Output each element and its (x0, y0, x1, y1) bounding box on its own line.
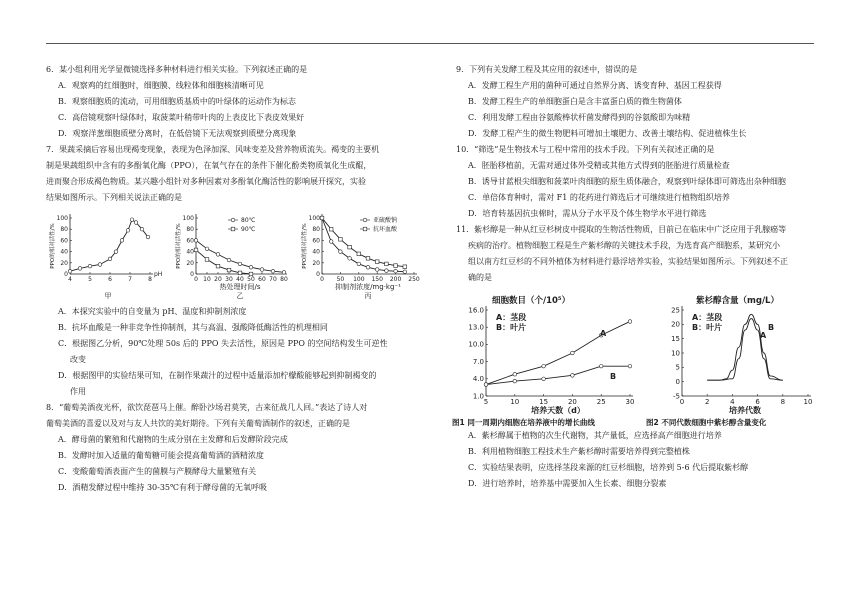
x-tick-label: 8 (780, 398, 786, 406)
legend-label: B：叶片 (496, 323, 527, 332)
series-label: B (768, 323, 775, 332)
legend-label: A：茎段 (692, 313, 723, 322)
data-point (120, 239, 124, 243)
series-line-2 (196, 250, 251, 274)
data-point (249, 272, 253, 276)
question-11-option-d: D．进行培养时，培养基中需要加入生长素、细胞分裂素 (468, 479, 667, 488)
x-tick-label: 10 (203, 276, 211, 283)
data-point (484, 383, 488, 387)
data-point (542, 377, 546, 381)
question-10-option-a: A．胚胎移植前，无需对通过体外受精或其他方式得到的胚胎进行质量检查 (468, 161, 730, 170)
question-6-option-d: D．观察洋葱细胞质壁分离时，在低倍镜下无法观察到质壁分离现象 (58, 129, 297, 138)
question-6-option-c: C．高倍镜观察叶绿体时，取菠菜叶稍带叶肉的上表皮比下表皮效果好 (58, 113, 305, 122)
chart-inhibitor-ppo (298, 208, 426, 300)
y-tick-label: 20 (671, 320, 680, 329)
question-7-option-a: A．本探究实验中的自变量为 pH、温度和抑制剂浓度 (58, 307, 247, 316)
y-tick-label: 0 (64, 271, 68, 278)
data-point (108, 257, 112, 261)
data-point (599, 364, 603, 368)
x-tick-label: 5 (483, 398, 489, 406)
legend-marker (363, 218, 367, 222)
legend-marker (231, 227, 235, 231)
y-tick-label: 100 (182, 215, 194, 222)
question-7-stem-line: 进而聚合形成褐色物质。某兴趣小组针对多种因素对多酚氧化酶活性的影响展开探究，实验 (46, 177, 366, 186)
chart-heat-ppo (172, 208, 296, 300)
question-7-option-d-cont: 作用 (70, 387, 86, 396)
data-point (385, 262, 389, 266)
x-tick-label: 8 (148, 276, 152, 283)
y-tick-label: 60 (60, 237, 68, 245)
data-point (571, 351, 575, 355)
chart-taxol-content (646, 288, 822, 428)
x-tick-label: 10 (803, 398, 813, 406)
series-line-1 (70, 220, 148, 272)
question-7-option-d: D．根据图甲的实验结果可知，在制作果蔬汁的过程中适量添加柠檬酸能够起到抑制褐变的 (58, 371, 377, 380)
chart-title: 紫杉醇含量（mg/L） (696, 296, 779, 306)
y-tick-label: 100 (308, 215, 320, 222)
x-tick-label: 2 (704, 398, 710, 406)
data-point (114, 250, 118, 254)
data-point (88, 264, 92, 268)
data-point (339, 250, 343, 254)
y-tick-label: 0 (316, 271, 320, 278)
legend-marker (363, 227, 367, 231)
legend-label: 90℃ (241, 226, 256, 233)
x-tick-label: 25 (596, 398, 606, 406)
y-tick-label: 0 (190, 271, 194, 278)
y-tick-label: 20 (312, 259, 320, 267)
data-point (205, 258, 209, 262)
y-tick-label: -5 (673, 392, 680, 401)
left-column (46, 62, 426, 496)
y-tick-label: 10.0 (468, 340, 484, 349)
data-point (140, 227, 144, 231)
x-tick-label: 0 (679, 398, 685, 406)
question-10-option-d: D．培育转基因抗虫棉时，需从分子水平及个体生物学水平进行筛选 (468, 209, 707, 218)
x-tick-label: 100 (353, 276, 365, 283)
legend-label: 亚硫酸钠 (373, 217, 398, 224)
x-tick-label: 6 (108, 276, 112, 283)
y-tick-label: 20 (186, 259, 194, 267)
y-tick-label: 80 (312, 226, 320, 234)
x-tick-label: 0 (194, 276, 198, 283)
y-axis-label: PPO的相对活性/% (176, 223, 182, 269)
chart-caption: 乙 (236, 292, 244, 300)
chart-caption: 图1 同一周期内细胞在培养液中的增长曲线 (452, 418, 595, 427)
question-6-option-b: B．观察细胞质的流动，可用细胞质基质中的叶绿体的运动作为标志 (58, 97, 296, 106)
x-tick-label: 20 (567, 398, 577, 406)
question-9-option-b: B．发酵工程生产的单细胞蛋白是含丰富蛋白质的微生物菌体 (468, 97, 682, 106)
data-point (194, 248, 198, 252)
data-point (628, 320, 632, 324)
x-tick-label: 15 (539, 398, 549, 406)
data-point (357, 262, 361, 266)
y-tick-label: 13.0 (468, 323, 484, 332)
x-tick-label: 70 (269, 276, 277, 283)
data-point (68, 269, 72, 273)
question-11-option-a: A．紫杉醇属于植物的次生代谢物，其产量低，应选择高产细胞进行培养 (468, 431, 722, 440)
question-8-stem-line: 8．“葡萄美酒夜光杯，欲饮琵琶马上催。醉卧沙场君莫笑，古来征战几人回。”表达了诗人对 (46, 403, 368, 412)
data-point (260, 268, 264, 272)
question-7-option-c: C．根据图乙分析，90℃处理 50s 后的 PPO 失去活性，原因是 PPO 的空间结构发生可逆性 (58, 339, 388, 348)
y-tick-label: 40 (312, 248, 320, 256)
x-tick-label: 0 (320, 276, 324, 283)
data-point (348, 245, 352, 249)
question-8-option-a: A．酵母菌的繁殖和代谢物的生成分别在主发酵和后发酵阶段完成 (58, 435, 288, 444)
series-label: A (760, 331, 767, 340)
y-axis-label: PPO的相对活性/% (50, 223, 56, 269)
series-label: B (610, 372, 617, 381)
x-axis-label: 培养代数 (729, 406, 761, 415)
question-11-option-b: B．利用植物细胞工程技术生产紫杉醇时需要培养得到完整植株 (468, 447, 690, 456)
question-9-stem: 9．下列有关发酵工程及其应用的叙述中，错误的是 (456, 65, 638, 74)
data-point (271, 269, 275, 273)
legend-marker (231, 218, 235, 222)
x-tick-label: 20 (214, 276, 222, 283)
data-point (394, 269, 398, 273)
y-tick-label: 60 (312, 237, 320, 245)
legend-label: 80℃ (241, 217, 256, 224)
x-tick-label: 10 (510, 398, 520, 406)
data-point (227, 258, 231, 262)
question-8-option-d: D．酒精发酵过程中维持 30-35℃有利于酵母菌的无氧呼吸 (58, 483, 267, 492)
data-point (320, 216, 324, 220)
question-6-option-a: A．观察鸡的红细胞时，细胞膜、线粒体和细胞核清晰可见 (58, 81, 264, 90)
data-point (348, 257, 352, 261)
y-tick-label: 100 (56, 215, 68, 222)
x-tick-label: 60 (258, 276, 266, 283)
x-tick-label: 7 (128, 276, 132, 283)
series-line-2 (486, 366, 630, 384)
question-11-option-c: C．实验结果表明，应选择茎段来源的红豆杉细胞，培养到 5-6 代后提取紫杉醇 (468, 463, 749, 472)
data-point (571, 374, 575, 378)
y-tick-label: 25 (671, 306, 680, 315)
question-9-option-a: A．发酵工程生产用的菌种可通过自然界分离、诱变育种、基因工程获得 (468, 81, 722, 90)
chart-ph-ppo (46, 208, 166, 300)
legend-label: A：茎段 (496, 313, 527, 322)
data-point (513, 379, 517, 383)
question-7 (46, 142, 426, 400)
question-10-option-b: B．诱导甘蓝根尖细胞和菠菜叶肉细胞的原生质体融合，观察到叶绿体即可筛选出杂种细胞 (468, 177, 786, 186)
question-11-stem-line: 确的是 (468, 273, 492, 282)
x-tick-label: 30 (225, 276, 233, 283)
data-point (329, 227, 333, 231)
x-tick-label: 6 (755, 398, 760, 406)
question-8-option-b: B．发酵时加入适量的葡萄糖可能会提高葡萄酒的酒精浓度 (58, 451, 264, 460)
x-tick-label: 5 (88, 276, 92, 283)
data-point (249, 265, 253, 269)
x-tick-label: 4 (68, 276, 72, 283)
data-point (98, 263, 102, 267)
y-tick-label: 7.0 (472, 357, 484, 366)
chart-caption: 图2 不同代数细胞中紫杉醇含量变化 (646, 418, 767, 427)
data-point (339, 237, 343, 241)
y-tick-label: 0 (675, 378, 680, 386)
data-point (227, 268, 231, 272)
question-11-stem-line: 11．紫杉醇是一种从红豆杉树皮中提取的生物活性物质，目前已在临床中广泛应用于乳腺癌等 (456, 225, 787, 234)
y-tick-label: 60 (186, 237, 194, 245)
data-point (194, 239, 198, 243)
data-point (366, 257, 370, 261)
chart-caption: 丙 (364, 292, 372, 300)
data-point (282, 271, 286, 275)
y-tick-label: 80 (186, 226, 194, 234)
legend-label: B：叶片 (692, 323, 723, 332)
legend-label: 抗坏血酸 (373, 226, 398, 233)
data-point (238, 271, 242, 275)
y-tick-label: 10 (671, 349, 680, 358)
x-tick-label: 50 (247, 276, 255, 283)
question-7-option-b: B．抗坏血酸是一种非竞争性抑制剂，其与高温、强酸降低酶活性的机理相同 (58, 323, 328, 332)
x-axis-label: 培养天数（d） (531, 406, 585, 415)
question-11 (452, 222, 818, 492)
data-point (216, 253, 220, 257)
question-11-figures (452, 288, 818, 428)
series-label: A (600, 329, 607, 338)
question-8 (46, 400, 426, 496)
question-9 (456, 62, 818, 142)
data-point (216, 264, 220, 268)
chart-title: 细胞数目（个/10⁵） (492, 296, 571, 306)
question-8-stem-line: 葡萄美酒的喜爱以及对与友人共饮的美好期待。下列有关葡萄酒制作的叙述，正确的是 (46, 419, 350, 428)
data-point (628, 364, 632, 368)
data-point (130, 218, 134, 222)
y-tick-label: 40 (186, 248, 194, 256)
question-11-stem-line: 组以南方红豆杉的不同外植体为材料进行悬浮培养实验，实验结果如图所示。下列叙述不正 (468, 257, 788, 266)
question-10-stem: 10．“筛选”是生物技术与工程中常用的技术手段。下列有关叙述正确的是 (456, 145, 715, 154)
question-10-option-c: C．单倍体育种时，需对 F1 的花药进行筛选后才可继续进行植物组织培养 (468, 193, 730, 202)
x-tick-label: 4 (730, 398, 735, 406)
data-point (403, 265, 407, 269)
x-tick-label: 30 (625, 398, 635, 406)
data-point (329, 240, 333, 244)
y-tick-label: 40 (60, 248, 68, 256)
data-point (513, 372, 517, 376)
x-tick-label: 250 (408, 276, 420, 283)
y-tick-label: 5 (675, 363, 680, 372)
y-tick-label: 80 (60, 226, 68, 234)
y-tick-label: 20 (60, 259, 68, 267)
x-tick-label: 150 (371, 276, 383, 283)
x-axis-label: 热处理时间/s (219, 283, 261, 291)
data-point (78, 267, 82, 271)
data-point (205, 247, 209, 251)
question-7-option-c-cont: 改变 (70, 355, 86, 364)
data-point (375, 260, 379, 264)
data-point (134, 221, 138, 225)
right-column (452, 62, 818, 492)
data-point (375, 268, 379, 272)
question-7-figures (46, 208, 426, 300)
question-8-option-c: C．变酸葡萄酒表面产生的菌膜与产膜酵母大量繁殖有关 (58, 467, 257, 476)
x-axis-label: 抑制剂浓度/mg·kg⁻¹ (335, 283, 401, 291)
data-point (238, 262, 242, 266)
data-point (385, 269, 389, 273)
series-line-1 (196, 240, 284, 272)
data-point (403, 270, 407, 274)
question-6 (46, 62, 426, 142)
question-11-stem-line: 疾病的治疗。植物细胞工程是生产紫杉醇的关键技术手段，为选育高产细胞系，某研究小 (468, 241, 780, 250)
y-axis-label: PPO的相对活性/% (302, 223, 308, 269)
data-point (394, 264, 398, 268)
question-9-option-c: C．利用发酵工程由谷氨酸棒状杆菌发酵得到的谷氨酸即为味精 (468, 113, 691, 122)
y-tick-label: 4.0 (472, 375, 484, 384)
x-tick-label: 200 (389, 276, 402, 283)
question-10 (456, 142, 818, 222)
data-point (126, 229, 130, 233)
x-tick-label: 40 (236, 276, 244, 283)
data-point (542, 364, 546, 368)
data-point (357, 252, 361, 256)
question-7-stem-line: 结果如图所示。下列相关说法正确的是 (46, 193, 182, 202)
question-6-stem: 6．某小组利用光学显微镜选择多种材料进行相关实验。下列叙述正确的是 (46, 65, 308, 74)
x-tick-label: 80 (280, 276, 288, 283)
chart-caption: 甲 (104, 292, 112, 300)
x-axis-label: pH (154, 271, 163, 278)
question-7-stem-line: 制是果蔬组织中含有的多酚氧化酶（PPO），在氧气存在的条件下催化酚类物质氧化生成醌， (46, 161, 372, 170)
x-tick-label: 50 (336, 276, 345, 283)
y-tick-label: 15 (671, 335, 680, 343)
data-point (366, 265, 370, 269)
y-tick-label: 16.0 (468, 306, 484, 315)
question-7-stem-line: 7．果蔬采摘后容易出现褐变现象，表现为色泽加深、风味变差及营养物质流失。褐变的主要机 (46, 145, 380, 154)
question-9-option-d: D．发酵工程产生的微生物肥料可增加土壤肥力、改善土壤结构、促进植株生长 (468, 129, 747, 138)
page-top-rule (46, 43, 814, 44)
chart-cell-growth (448, 288, 644, 428)
y-tick-label: 1.0 (472, 392, 484, 401)
data-point (146, 235, 150, 239)
